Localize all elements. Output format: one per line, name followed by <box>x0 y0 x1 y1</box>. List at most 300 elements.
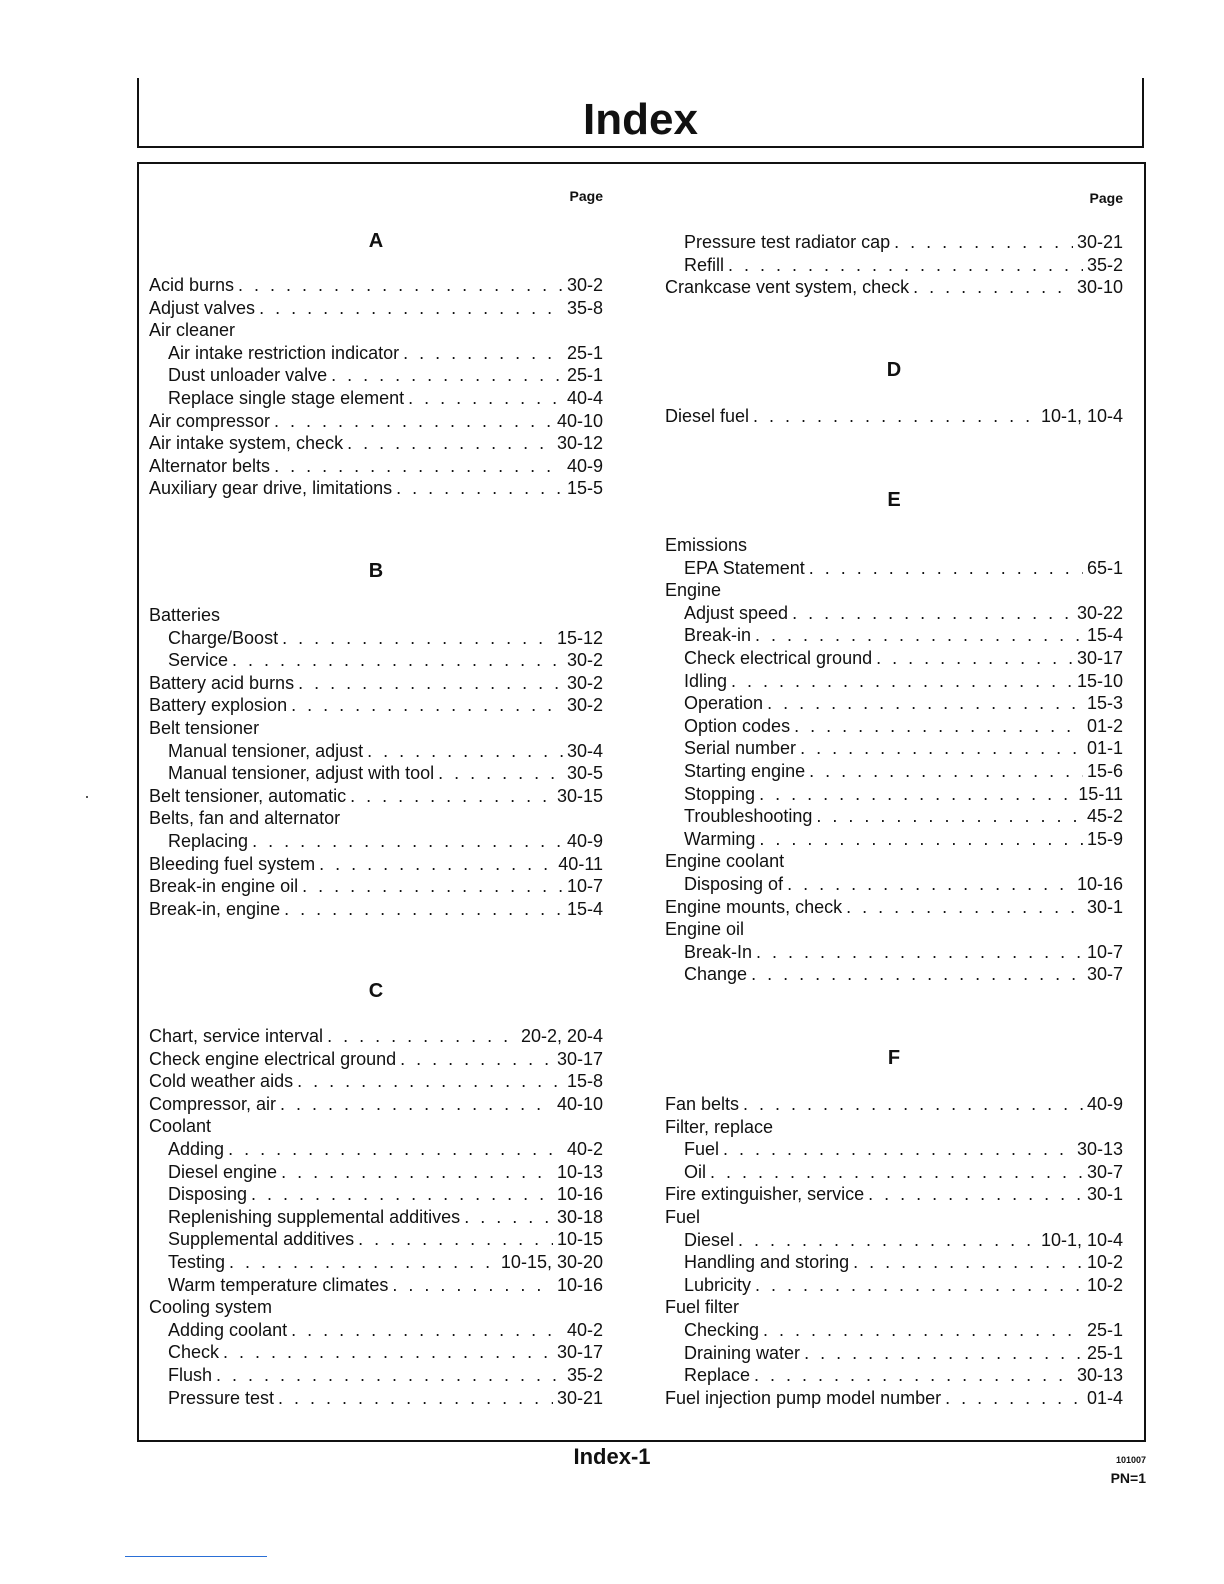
dot-leader <box>298 672 563 695</box>
index-entry <box>665 737 1123 760</box>
entry-text: Alternator belts <box>149 455 271 476</box>
page-column-header: Page <box>569 188 603 204</box>
dot-leader <box>756 941 1083 964</box>
index-entry <box>665 1364 1123 1387</box>
index-entry <box>149 762 603 785</box>
entry-text: Warming <box>684 828 756 849</box>
entry-page: 30-5 <box>566 763 603 784</box>
stray-mark <box>86 796 88 798</box>
entry-text: Cooling system <box>149 1297 273 1318</box>
entry-text: Fuel <box>665 1207 701 1227</box>
entry-text: Belts, fan and alternator <box>149 808 341 829</box>
index-entry <box>665 1161 1123 1184</box>
index-entry <box>665 405 1123 428</box>
entry-text: Pressure test <box>168 1387 275 1408</box>
dot-leader <box>945 1387 1083 1410</box>
entry-page: 30-1 <box>1086 896 1123 917</box>
index-entry <box>665 873 1123 896</box>
dot-leader <box>232 649 563 672</box>
entry-text: Fuel <box>684 1139 720 1160</box>
dot-leader <box>728 254 1083 277</box>
entry-text: Handling and storing <box>684 1252 850 1273</box>
index-entry <box>149 1341 603 1364</box>
index-entry <box>665 1183 1123 1206</box>
entry-text: Flush <box>168 1365 213 1385</box>
index-entry <box>665 231 1123 254</box>
entry-page: 01-2 <box>1086 715 1123 736</box>
entry-text: Auxiliary gear drive, limitations <box>149 478 393 499</box>
entry-page: 10-15 <box>556 1229 603 1250</box>
index-entry <box>665 579 1123 602</box>
entry-text: Charge/Boost <box>168 627 279 648</box>
entry-page: 30-12 <box>556 433 603 454</box>
dot-leader <box>710 1161 1083 1184</box>
dot-leader <box>403 342 563 365</box>
entry-text: Dust unloader valve <box>168 365 328 386</box>
index-entry <box>149 1387 603 1410</box>
entry-page: 30-10 <box>1076 277 1123 298</box>
index-entry <box>665 918 1123 941</box>
dot-leader <box>755 1274 1083 1297</box>
dot-leader <box>763 1319 1083 1342</box>
entry-page: 30-2 <box>566 275 603 295</box>
title-frame <box>137 78 1144 148</box>
entry-page: 10-2 <box>1086 1252 1123 1273</box>
index-entry <box>149 342 603 365</box>
entry-page: 30-17 <box>556 1048 603 1069</box>
entry-page: 10-16 <box>556 1274 603 1295</box>
dot-leader <box>804 1342 1083 1365</box>
entry-text: Break-in engine oil <box>149 876 299 897</box>
entry-text: EPA Statement <box>684 557 805 578</box>
dot-leader <box>809 760 1083 783</box>
index-entry <box>149 1138 603 1161</box>
entry-page: 10-1, 10-4 <box>1040 406 1123 426</box>
dot-leader <box>228 1138 563 1161</box>
entry-page: 40-2 <box>566 1139 603 1159</box>
dot-leader <box>731 670 1073 693</box>
index-entry <box>149 410 603 433</box>
entry-page: 40-9 <box>566 455 603 476</box>
entry-text: Oil <box>684 1161 706 1182</box>
dot-leader <box>809 557 1083 580</box>
entry-page: 10-16 <box>1076 874 1123 894</box>
dot-leader <box>846 896 1083 919</box>
dot-leader <box>274 410 553 433</box>
index-entry <box>149 853 603 876</box>
index-entry <box>665 692 1123 715</box>
entry-page: 15-12 <box>556 627 603 648</box>
index-entry <box>665 602 1123 625</box>
index-entry <box>665 805 1123 828</box>
entry-page: 25-1 <box>1086 1342 1123 1363</box>
document-code: 101007 <box>1115 1455 1146 1465</box>
entry-page: 40-10 <box>556 410 603 431</box>
dot-leader <box>251 1183 553 1206</box>
dot-leader <box>259 297 563 320</box>
entry-text: Idling <box>684 670 728 691</box>
entry-page: 15-3 <box>1086 693 1123 714</box>
entry-text: Check <box>168 1342 220 1363</box>
dot-leader <box>894 231 1073 254</box>
dot-leader <box>282 627 553 650</box>
entry-text: Compressor, air <box>149 1093 277 1114</box>
entry-page: 30-22 <box>1076 602 1123 623</box>
index-entry <box>149 1025 603 1048</box>
entry-text: Diesel engine <box>168 1161 278 1182</box>
entry-text: Engine mounts, check <box>665 896 843 917</box>
index-entry <box>665 1138 1123 1161</box>
entry-page: 65-1 <box>1086 557 1123 578</box>
entry-text: Batteries <box>149 605 221 625</box>
dot-leader <box>759 783 1074 806</box>
entry-page: 35-8 <box>566 297 603 318</box>
dot-leader <box>787 873 1073 896</box>
dot-leader <box>723 1138 1073 1161</box>
entry-page: 30-2 <box>566 650 603 671</box>
index-entry <box>665 647 1123 670</box>
dot-leader <box>794 715 1083 738</box>
page-number: Index-1 <box>573 1444 651 1469</box>
dot-leader <box>302 875 563 898</box>
entry-page: 15-4 <box>1086 625 1123 646</box>
index-entry <box>149 477 603 500</box>
index-entry <box>149 1048 603 1071</box>
index-entry <box>665 1251 1123 1274</box>
entry-page: 30-21 <box>1076 232 1123 252</box>
entry-text: Replenishing supplemental additives <box>168 1206 461 1227</box>
section-letter-f: F <box>887 1047 901 1069</box>
entry-page: 30-17 <box>1076 648 1123 668</box>
entry-page: 40-10 <box>556 1093 603 1114</box>
index-entry <box>149 740 603 763</box>
index-entry <box>665 1229 1123 1252</box>
dot-leader <box>358 1228 553 1251</box>
entry-text: Stopping <box>684 783 756 804</box>
dot-leader <box>319 853 554 876</box>
index-entry <box>149 1364 603 1387</box>
entry-page: 30-18 <box>556 1206 603 1227</box>
entry-text: Engine oil <box>665 919 745 940</box>
entry-text: Adding <box>168 1139 225 1159</box>
index-entry <box>665 1296 1123 1319</box>
entry-text: Service <box>168 650 229 671</box>
dot-leader <box>274 455 563 478</box>
entry-text: Lubricity <box>684 1274 752 1295</box>
entry-text: Engine <box>665 580 722 601</box>
entry-text: Emissions <box>665 535 748 555</box>
entry-text: Cold weather aids <box>149 1071 294 1092</box>
index-entry <box>665 670 1123 693</box>
index-entry <box>149 455 603 478</box>
dot-leader <box>278 1387 553 1410</box>
entry-text: Option codes <box>684 715 791 736</box>
entry-text: Serial number <box>684 738 797 759</box>
entry-page: 25-1 <box>1086 1320 1123 1340</box>
dot-leader <box>396 477 563 500</box>
dot-leader <box>913 276 1073 299</box>
dot-leader <box>755 624 1083 647</box>
dot-leader <box>751 963 1083 986</box>
entry-text: Engine coolant <box>665 851 785 872</box>
section-letter-e: E <box>887 489 901 511</box>
section-letter-a: A <box>368 230 384 252</box>
entry-page: 30-7 <box>1086 1161 1123 1182</box>
entry-text: Manual tensioner, adjust with tool <box>168 763 435 784</box>
entry-page: 10-16 <box>556 1184 603 1205</box>
entry-page: 40-9 <box>1086 1094 1123 1114</box>
dot-leader <box>297 1070 563 1093</box>
index-entry <box>665 1206 1123 1229</box>
dot-leader <box>464 1206 553 1229</box>
entry-page: 15-4 <box>566 898 603 919</box>
entry-page: 10-7 <box>1086 941 1123 962</box>
index-entry <box>149 319 603 342</box>
entry-page: 15-8 <box>566 1071 603 1092</box>
entry-page: 10-13 <box>556 1161 603 1182</box>
entry-page: 40-4 <box>566 388 603 408</box>
entry-page: 30-15 <box>556 785 603 806</box>
entry-text: Check engine electrical ground <box>149 1048 397 1069</box>
pn-label: PN=1 <box>1110 1470 1146 1486</box>
dot-leader <box>767 692 1083 715</box>
entry-text: Replacing <box>168 831 249 851</box>
page-column-header: Page <box>1089 190 1123 206</box>
entry-text: Diesel <box>684 1229 735 1250</box>
index-entry <box>149 274 603 297</box>
entry-text: Diesel fuel <box>665 406 750 426</box>
entry-page: 10-2 <box>1086 1274 1123 1295</box>
index-entry <box>149 694 603 717</box>
index-entry <box>665 557 1123 580</box>
index-entry <box>665 276 1123 299</box>
entry-page: 30-7 <box>1086 964 1123 985</box>
entry-text: Starting engine <box>684 761 806 781</box>
index-entry <box>149 830 603 853</box>
entry-text: Testing <box>168 1252 226 1272</box>
entry-page: 15-10 <box>1076 670 1123 691</box>
entry-page: 25-1 <box>566 365 603 386</box>
section-letter-b: B <box>368 560 384 582</box>
index-entry <box>149 627 603 650</box>
index-entry <box>149 1228 603 1251</box>
index-entry <box>149 807 603 830</box>
dot-leader <box>252 830 563 853</box>
entry-text: Adding coolant <box>168 1319 288 1340</box>
entry-text: Pressure test radiator cap <box>684 232 891 252</box>
entry-text: Change <box>684 964 748 985</box>
index-entry <box>665 1342 1123 1365</box>
entry-page: 01-4 <box>1086 1387 1123 1408</box>
index-entry <box>149 1319 603 1342</box>
entry-page: 15-5 <box>566 478 603 499</box>
entry-text: Replace single stage element <box>168 388 405 408</box>
entry-text: Troubleshooting <box>684 806 813 827</box>
index-entry <box>149 875 603 898</box>
dot-leader <box>408 387 563 410</box>
index-entry <box>149 1070 603 1093</box>
index-entry <box>665 1116 1123 1139</box>
dot-leader <box>291 694 563 717</box>
index-entry <box>665 760 1123 783</box>
entry-text: Air intake restriction indicator <box>168 342 400 363</box>
entry-text: Fan belts <box>665 1094 740 1114</box>
index-entry <box>149 672 603 695</box>
entry-text: Operation <box>684 693 764 714</box>
dot-leader <box>753 405 1037 428</box>
index-entry <box>149 604 603 627</box>
entry-page: 20-2, 20-4 <box>520 1026 603 1046</box>
index-entry <box>149 1296 603 1319</box>
dot-leader <box>291 1319 563 1342</box>
index-entry <box>665 254 1123 277</box>
entry-page: 35-2 <box>1086 254 1123 275</box>
dot-leader <box>284 898 563 921</box>
entry-page: 15-9 <box>1086 828 1123 849</box>
dot-leader <box>800 737 1083 760</box>
dot-leader <box>223 1341 553 1364</box>
entry-page: 30-1 <box>1086 1184 1123 1205</box>
entry-text: Fuel injection pump model number <box>665 1387 942 1408</box>
entry-text: Disposing of <box>684 874 784 894</box>
index-entry <box>149 364 603 387</box>
index-entry <box>665 828 1123 851</box>
index-entry <box>665 941 1123 964</box>
index-entry <box>149 785 603 808</box>
entry-text: Air intake system, check <box>149 433 344 454</box>
dot-leader <box>281 1161 553 1184</box>
entry-page: 40-9 <box>566 831 603 851</box>
entry-page: 30-13 <box>1076 1365 1123 1386</box>
dot-leader <box>280 1093 553 1116</box>
dot-leader <box>392 1274 553 1297</box>
entry-text: Air compressor <box>149 410 271 431</box>
dot-leader <box>327 1025 517 1048</box>
dot-leader <box>816 805 1083 828</box>
dot-leader <box>238 274 563 297</box>
dot-leader <box>738 1229 1037 1252</box>
entry-text: Adjust valves <box>149 297 256 318</box>
index-entry <box>665 963 1123 986</box>
entry-text: Replace <box>684 1365 751 1386</box>
entry-page: 15-6 <box>1086 761 1123 781</box>
entry-text: Manual tensioner, adjust <box>168 740 364 761</box>
entry-text: Supplemental additives <box>168 1229 355 1250</box>
entry-text: Belt tensioner <box>149 718 260 738</box>
index-entry <box>665 1093 1123 1116</box>
entry-text: Crankcase vent system, check <box>665 277 910 298</box>
entry-text: Battery acid burns <box>149 672 295 693</box>
entry-page: 30-2 <box>566 672 603 693</box>
dot-leader <box>331 364 563 387</box>
index-entry <box>665 850 1123 873</box>
entry-page: 10-15, 30-20 <box>500 1252 603 1272</box>
index-entry <box>149 1206 603 1229</box>
index-entry <box>665 715 1123 738</box>
index-entry <box>149 1161 603 1184</box>
index-entry <box>149 432 603 455</box>
index-entry <box>665 896 1123 919</box>
index-entry <box>665 1274 1123 1297</box>
dot-leader <box>400 1048 553 1071</box>
entry-page: 40-2 <box>566 1319 603 1340</box>
index-entry <box>665 1387 1123 1410</box>
entry-page: 30-17 <box>556 1342 603 1363</box>
entry-page: 10-7 <box>566 876 603 897</box>
entry-text: Chart, service interval <box>149 1026 324 1046</box>
entry-text: Break-In <box>684 941 753 962</box>
section-letter-d: D <box>886 359 902 381</box>
entry-page: 30-2 <box>566 695 603 716</box>
entry-text: Filter, replace <box>665 1116 774 1137</box>
entry-text: Checking <box>684 1320 760 1340</box>
dot-leader <box>438 762 563 785</box>
index-entry <box>149 297 603 320</box>
entry-text: Belt tensioner, automatic <box>149 785 347 806</box>
index-entry <box>665 534 1123 557</box>
entry-text: Warm temperature climates <box>168 1274 389 1295</box>
dot-leader <box>743 1093 1083 1116</box>
dot-leader <box>216 1364 563 1387</box>
bottom-rule <box>125 1556 267 1557</box>
dot-leader <box>229 1251 497 1274</box>
entry-text: Fire extinguisher, service <box>665 1184 865 1205</box>
entry-page: 30-21 <box>556 1387 603 1408</box>
dot-leader <box>367 740 563 763</box>
dot-leader <box>792 602 1073 625</box>
dot-leader <box>876 647 1073 670</box>
entry-text: Acid burns <box>149 275 235 295</box>
entry-text: Coolant <box>149 1116 212 1137</box>
dot-leader <box>754 1364 1073 1387</box>
entry-text: Bleeding fuel system <box>149 853 316 874</box>
page-title: Index <box>583 95 698 144</box>
dot-leader <box>350 785 553 808</box>
index-entry <box>665 624 1123 647</box>
index-entry <box>149 898 603 921</box>
entry-text: Fuel filter <box>665 1297 740 1318</box>
index-entry <box>149 1274 603 1297</box>
index-frame <box>137 162 1146 1442</box>
entry-text: Battery explosion <box>149 695 288 716</box>
index-entry <box>149 717 603 740</box>
dot-leader <box>868 1183 1083 1206</box>
entry-page: 15-11 <box>1078 783 1123 804</box>
index-entry <box>149 1093 603 1116</box>
index-entry <box>665 1319 1123 1342</box>
entry-page: 25-1 <box>566 342 603 363</box>
entry-page: 30-4 <box>566 740 603 761</box>
entry-text: Adjust speed <box>684 602 789 623</box>
entry-page: 35-2 <box>566 1365 603 1385</box>
entry-text: Air cleaner <box>149 320 236 341</box>
index-entry <box>149 1115 603 1138</box>
dot-leader <box>347 432 553 455</box>
index-entry <box>149 387 603 410</box>
entry-text: Break-in, engine <box>149 898 281 919</box>
entry-page: 01-1 <box>1086 738 1123 759</box>
index-entry <box>665 783 1123 806</box>
index-entry <box>149 649 603 672</box>
entry-page: 40-11 <box>558 853 603 874</box>
entry-page: 10-1, 10-4 <box>1040 1229 1123 1250</box>
dot-leader <box>759 828 1083 851</box>
dot-leader <box>853 1251 1083 1274</box>
entry-page: 30-13 <box>1076 1139 1123 1160</box>
section-letter-c: C <box>368 980 384 1002</box>
entry-text: Refill <box>684 254 725 275</box>
entry-text: Disposing <box>168 1184 248 1205</box>
